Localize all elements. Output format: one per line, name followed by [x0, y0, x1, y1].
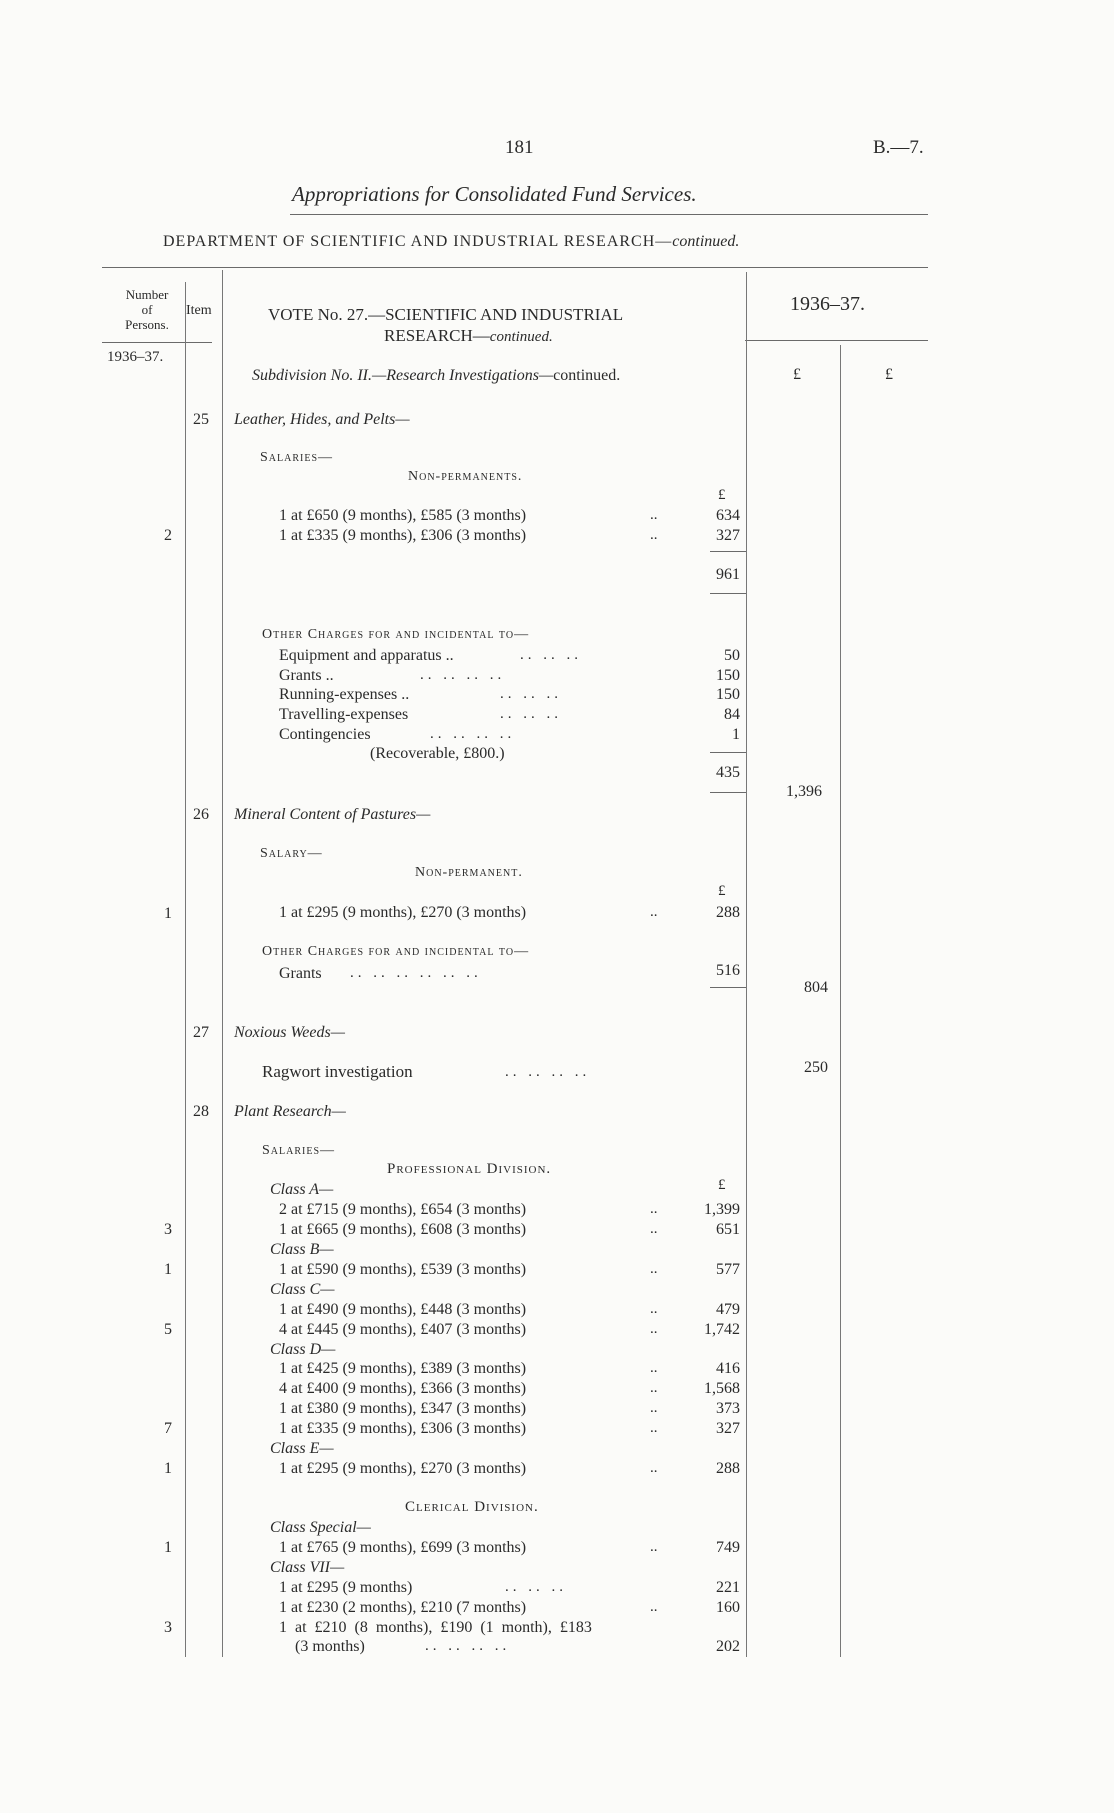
salary-line: 1 at £335 (9 months), £306 (3 months) — [279, 1420, 527, 1437]
item-28-number: 28 — [193, 1103, 209, 1120]
leader-dots: .. — [650, 527, 658, 543]
leader-dots: .. — [650, 507, 658, 523]
item-27-title: Noxious Weeds— — [234, 1024, 345, 1041]
salary-line: 1 at £665 (9 months), £608 (3 months) — [279, 1221, 527, 1238]
salary-line: (3 months) — [295, 1638, 365, 1655]
salary-amount: 160 — [716, 1599, 740, 1616]
persons-col-header — [114, 287, 180, 332]
pound-col-b: £ — [885, 366, 893, 383]
item-25-line-2-text: 1 at £335 (9 months), £306 (3 months) — [279, 527, 527, 544]
item-25-other-heading: Other Charges for and incidental to— — [262, 627, 530, 642]
item-col-header: Item — [186, 303, 212, 318]
item-25-line-1-amount: 634 — [716, 507, 740, 524]
item-28-title: Plant Research— — [234, 1103, 346, 1120]
salary-amount: 1,742 — [704, 1321, 740, 1338]
leader-dots: .. — [650, 1380, 658, 1396]
item-25-total: 1,396 — [786, 783, 822, 800]
leader-dots: .. — [650, 1321, 658, 1337]
leader-dots: .. — [650, 1400, 658, 1416]
salary-line: 1 at £490 (9 months), £448 (3 months) — [279, 1301, 527, 1318]
persons-count: 3 — [164, 1221, 172, 1238]
persons-count: 1 — [164, 1539, 172, 1556]
item-26-line-text: 1 at £295 (9 months), £270 (3 months) — [279, 904, 527, 921]
salary-amount: 749 — [716, 1539, 740, 1556]
item-26-pound: £ — [718, 883, 726, 899]
leader-dots: .. — [650, 1360, 658, 1376]
salary-line: 1 at £295 (9 months) — [279, 1579, 413, 1596]
item-25-non-permanents: Non-permanents. — [408, 469, 523, 484]
leader-dots: .. .. .. — [520, 647, 582, 663]
subdivision-title: Subdivision No. II.—Research Investigations— — [252, 367, 554, 384]
salary-line: 1 at £230 (2 months), £210 (7 months) — [279, 1599, 527, 1616]
leader-dots: .. .. .. — [500, 686, 562, 702]
leader-dots: .. .. .. — [500, 706, 562, 722]
department-heading — [163, 234, 739, 250]
item-25-other-3-amount: 150 — [716, 686, 740, 703]
item-25-other-1-amount: 50 — [724, 647, 740, 664]
item-26-non-permanent: Non-permanent. — [415, 865, 523, 880]
item-26-total: 804 — [804, 979, 828, 996]
salary-line: 1 at £295 (9 months), £270 (3 months) — [279, 1460, 527, 1477]
item-26-other-heading: Other Charges for and incidental to— — [262, 944, 530, 959]
vote-title-line1: VOTE No. 27.—SCIENTIFIC AND INDUSTRIAL — [268, 305, 624, 324]
item-27-line-text: Ragwort investigation — [262, 1062, 413, 1081]
item-25-other-2-text: Grants .. — [279, 667, 334, 684]
item-25-recoverable: (Recoverable, £800.) — [370, 745, 505, 762]
department-cont: continued. — [672, 233, 740, 250]
salary-amount: 577 — [716, 1261, 740, 1278]
item-26-title: Mineral Content of Pastures— — [234, 806, 431, 823]
salary-amount: 1,399 — [704, 1201, 740, 1218]
salary-amount: 416 — [716, 1360, 740, 1377]
persons-col-word2: of — [141, 302, 153, 317]
item-text-divider — [222, 270, 223, 1657]
salary-line: 4 at £445 (9 months), £407 (3 months) — [279, 1321, 527, 1338]
persons-count: 1 — [164, 1261, 172, 1278]
vote-title-line2 — [384, 327, 553, 345]
class-heading: Class D— — [270, 1341, 336, 1358]
salary-amount: 651 — [716, 1221, 740, 1238]
class-heading: Class E— — [270, 1440, 334, 1457]
vote-title-cont: continued. — [489, 329, 553, 345]
page-title: Appropriations for Consolidated Fund Services. — [292, 182, 697, 206]
item-27-total: 250 — [804, 1059, 828, 1076]
item-26-grants-amount: 516 — [716, 962, 740, 979]
item-25-number: 25 — [193, 411, 209, 428]
persons-year-rule — [102, 342, 212, 343]
item-26-line-amount: 288 — [716, 904, 740, 921]
item-28-professional: Professional Division. — [387, 1161, 552, 1177]
persons-count: 3 — [164, 1619, 172, 1636]
persons-count: 5 — [164, 1321, 172, 1338]
item-25-other-1-text: Equipment and apparatus .. — [279, 647, 454, 664]
persons-count: 7 — [164, 1420, 172, 1437]
leader-dots: .. .. .. .. — [425, 1638, 511, 1654]
salary-amount: 479 — [716, 1301, 740, 1318]
amount-amount-divider — [840, 345, 841, 1657]
subdivision-heading — [252, 368, 620, 384]
class-heading: Class Special— — [270, 1519, 371, 1536]
year-col-rule — [745, 340, 928, 341]
item-25-line-2-amount: 327 — [716, 527, 740, 544]
item-25-other-5-amount: 1 — [732, 726, 740, 743]
leader-dots: .. — [650, 1460, 658, 1476]
salary-line: 1 at £765 (9 months), £699 (3 months) — [279, 1539, 527, 1556]
leader-dots: .. .. .. .. — [430, 726, 516, 742]
leader-dots: .. — [650, 1201, 658, 1217]
sum-rule — [710, 593, 746, 594]
salary-amount: 373 — [716, 1400, 740, 1417]
salary-line: 1 at £210 (8 months), £190 (1 month), £183 — [279, 1619, 592, 1636]
class-heading: Class B— — [270, 1241, 334, 1258]
persons-year: 1936–37. — [107, 349, 164, 365]
item-28-salaries: Salaries— — [262, 1143, 336, 1158]
persons-item-divider — [185, 282, 186, 1657]
item-25-other-3-text: Running-expenses .. — [279, 686, 410, 703]
leader-dots: .. — [650, 904, 658, 920]
item-25-other-2-amount: 150 — [716, 667, 740, 684]
salary-line: 1 at £380 (9 months), £347 (3 months) — [279, 1400, 527, 1417]
year-col-header: 1936–37. — [790, 293, 865, 315]
item-26-salary: Salary— — [260, 846, 323, 861]
leader-dots: .. — [650, 1420, 658, 1436]
item-25-other-total: 435 — [716, 764, 740, 781]
class-heading: Class C— — [270, 1281, 335, 1298]
persons-count: 1 — [164, 1460, 172, 1477]
table-top-rule — [102, 267, 928, 268]
item-28-pound: £ — [718, 1177, 726, 1193]
item-25-other-4-text: Travelling-expenses — [279, 706, 409, 723]
item-25-other-4-amount: 84 — [724, 706, 740, 723]
leader-dots: .. .. .. — [505, 1579, 567, 1595]
item-28-clerical: Clerical Division. — [405, 1499, 539, 1515]
paper-code: B.—7. — [873, 137, 924, 158]
department-name: DEPARTMENT OF SCIENTIFIC AND INDUSTRIAL RESEARCH— — [163, 233, 673, 250]
leader-dots: .. — [650, 1221, 658, 1237]
item-26-persons: 1 — [164, 905, 172, 922]
salary-line: 1 at £425 (9 months), £389 (3 months) — [279, 1360, 527, 1377]
sum-rule — [710, 551, 746, 552]
sum-rule — [710, 752, 746, 753]
leader-dots: .. — [650, 1301, 658, 1317]
leader-dots: .. — [650, 1261, 658, 1277]
item-27-number: 27 — [193, 1024, 209, 1041]
pound-col-a: £ — [793, 366, 801, 383]
title-rule — [290, 214, 928, 215]
leader-dots: .. .. .. .. — [420, 667, 506, 683]
item-25-pound: £ — [718, 487, 726, 503]
leader-dots: .. .. .. .. .. .. — [350, 965, 482, 981]
item-25-other-5-text: Contingencies — [279, 726, 371, 743]
salary-line: 2 at £715 (9 months), £654 (3 months) — [279, 1201, 527, 1218]
item-25-subtotal: 961 — [716, 566, 740, 583]
leader-dots: .. — [650, 1539, 658, 1555]
leader-dots: .. .. .. .. — [505, 1064, 591, 1080]
item-25-title: Leather, Hides, and Pelts— — [234, 411, 410, 428]
salary-amount: 327 — [716, 1420, 740, 1437]
salary-amount: 1,568 — [704, 1380, 740, 1397]
subdivision-cont: continued. — [553, 367, 621, 384]
class-heading: Class VII— — [270, 1559, 345, 1576]
sum-rule — [710, 987, 746, 988]
item-25-salaries: Salaries— — [260, 450, 334, 465]
salary-line: 1 at £590 (9 months), £539 (3 months) — [279, 1261, 527, 1278]
class-heading: Class A— — [270, 1181, 334, 1198]
item-26-number: 26 — [193, 806, 209, 823]
leader-dots: .. — [650, 1599, 658, 1615]
salary-line: 4 at £400 (9 months), £366 (3 months) — [279, 1380, 527, 1397]
salary-amount: 202 — [716, 1638, 740, 1655]
item-26-grants-text: Grants — [279, 965, 322, 982]
salary-amount: 221 — [716, 1579, 740, 1596]
text-amount-divider — [746, 272, 747, 1657]
persons-col-word1: Number — [125, 287, 169, 302]
salary-amount: 288 — [716, 1460, 740, 1477]
item-25-persons: 2 — [164, 527, 172, 544]
page-number: 181 — [505, 137, 534, 158]
vote-title-research: RESEARCH— — [384, 326, 490, 345]
sum-rule — [710, 792, 746, 793]
item-25-line-1-text: 1 at £650 (9 months), £585 (3 months) — [279, 507, 527, 524]
persons-col-word3: Persons. — [125, 317, 169, 332]
